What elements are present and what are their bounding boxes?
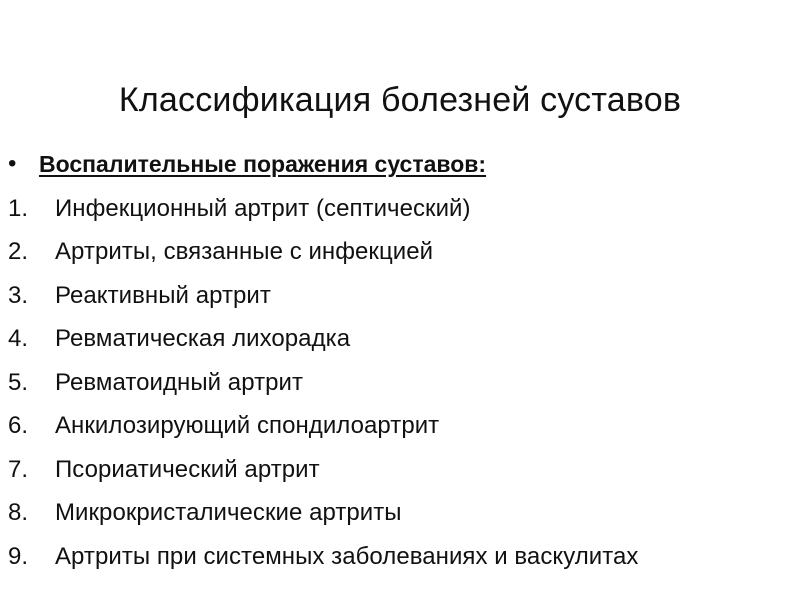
- list-item-text: Ревматоидный артрит: [55, 368, 304, 396]
- list-item: [8, 535, 638, 579]
- list-item-number: 6.: [8, 412, 29, 440]
- list-item-number: 3.: [8, 281, 29, 309]
- list-item-text: Псориатический артрит: [55, 455, 320, 483]
- list-item-text: Артриты при системных заболеваниях и васкулитах: [55, 542, 639, 570]
- list-item-number: 8.: [8, 499, 29, 527]
- list-item: [8, 318, 638, 362]
- list-item: [8, 274, 638, 318]
- list-item: [8, 405, 638, 449]
- list-item-number: 7.: [8, 455, 29, 483]
- list-item-text: Микрокристалические артриты: [55, 499, 402, 527]
- list-item-text: Инфекционный артрит (септический): [55, 194, 471, 222]
- list-item: [8, 361, 638, 405]
- list-item: [8, 187, 638, 231]
- classification-list: [8, 187, 638, 579]
- list-item: [8, 492, 638, 536]
- list-item-number: 1.: [8, 194, 29, 222]
- list-item-text: Артриты, связанные с инфекцией: [55, 238, 434, 266]
- list-item-number: 4.: [8, 325, 29, 353]
- slide-title: Классификация болезней суставов: [118, 80, 682, 119]
- list-item-number: 9.: [8, 542, 29, 570]
- list-item: [8, 231, 638, 275]
- bullet-marker: •: [8, 150, 17, 177]
- bullet-heading-text: Воспалительные поражения суставов:: [39, 150, 487, 177]
- bullet-heading: [8, 145, 486, 183]
- list-item-number: 5.: [8, 368, 29, 396]
- list-item-text: Анкилозирующий спондилоартрит: [55, 412, 440, 440]
- list-item-text: Реактивный артрит: [55, 281, 271, 309]
- list-item-number: 2.: [8, 238, 29, 266]
- list-item: [8, 448, 638, 492]
- list-item-text: Ревматическая лихорадка: [55, 325, 351, 353]
